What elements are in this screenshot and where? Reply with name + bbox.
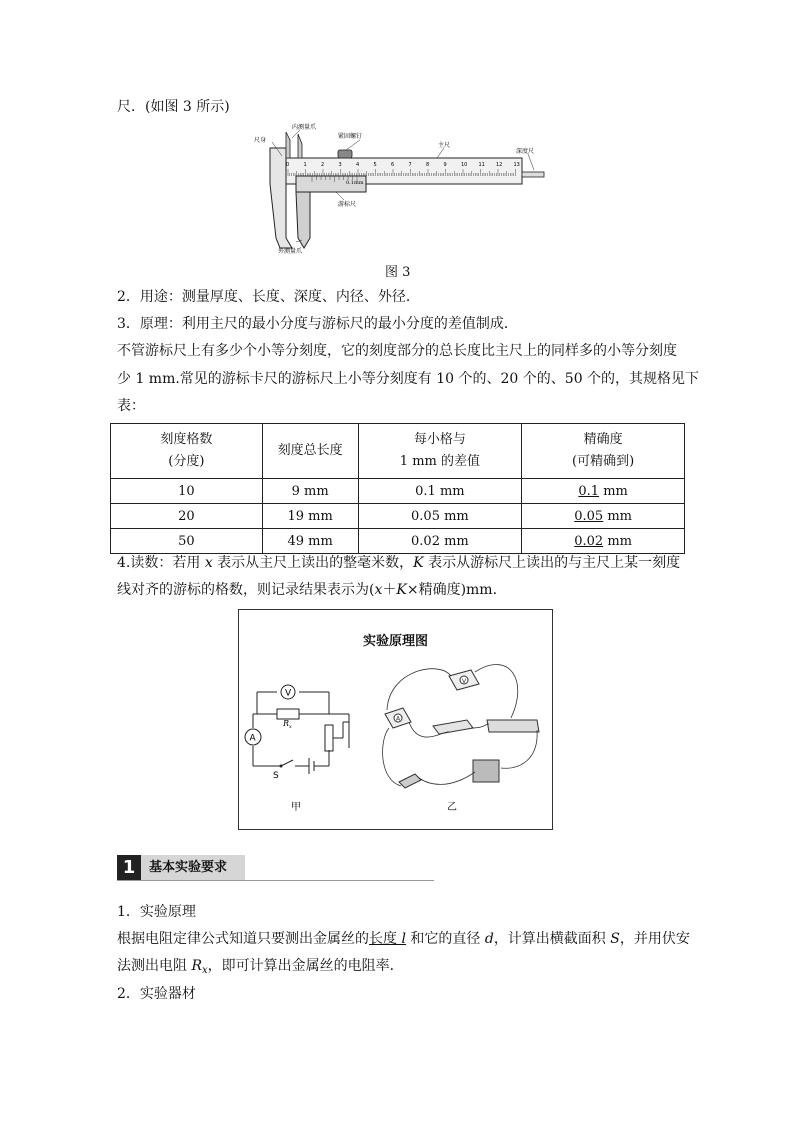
main-scale-number: 10: [461, 162, 468, 168]
voltmeter-label: V: [285, 688, 292, 699]
item-principle: 3．原理：利用主尺的最小分度与游标尺的最小分度的差值制成．: [117, 316, 518, 332]
right-caption: 乙: [447, 802, 457, 813]
circuit-diagram: [239, 610, 552, 829]
reading-line-1: 4.读数：若用 x 表示从主尺上读出的整毫米数，K 表示从游标尺上读出的与主尺上某一刻度: [117, 555, 681, 571]
label-outer-jaw: 外测量爪: [278, 248, 303, 255]
cell-diff: 0.1 mm: [358, 479, 522, 504]
header-precision: 精确度 (可精确到): [522, 424, 685, 479]
figure-3-caption: 图 3: [385, 265, 411, 280]
main-scale-number: 2: [321, 162, 325, 168]
subheading-principle: 1．实验原理: [117, 904, 196, 920]
cell-divisions: 20: [111, 504, 263, 529]
vernier-caliper-figure: [252, 120, 547, 255]
switch-label: S: [273, 771, 279, 781]
main-scale-number: 4: [356, 162, 360, 168]
paragraph-line-1: 不管游标尺上有多少个小等分刻度，它的刻度部分的总长度比主尺上的同样多的小等分刻度: [117, 343, 677, 359]
circuit-figure: [238, 609, 553, 830]
vernier-spec-table: [110, 423, 685, 554]
main-scale-number: 13: [513, 162, 520, 168]
label-precision: 0.1mm: [346, 180, 364, 186]
principle-line-1: 根据电阻定律公式知道只要测出金属丝的长度 l 和它的直径 d，计算出横截面积 S，并用伏安: [117, 931, 690, 947]
cell-diff: 0.02 mm: [358, 529, 522, 554]
main-scale-number: 5: [373, 162, 377, 168]
cell-total: 19 mm: [262, 504, 358, 529]
main-scale-number: 12: [496, 162, 503, 168]
circuit-title: 实验原理图: [362, 634, 428, 649]
underlined-length: 长度 l: [369, 931, 406, 947]
label-lock-screw: 紧固螺钉: [338, 133, 363, 140]
table-row: [111, 504, 685, 529]
label-vernier: 游标尺: [338, 201, 357, 208]
main-scale-number: 0: [286, 162, 290, 168]
cell-diff: 0.05 mm: [358, 504, 522, 529]
battery-pack: [473, 760, 499, 782]
paragraph-line-2: 少 1 mm.常见的游标卡尺的游标尺上小等分刻度有 10 个的、20 个的、50 个的，其规格见下: [117, 371, 700, 387]
section-divider: [117, 880, 434, 881]
label-inner-jaw: 内测量爪: [292, 124, 317, 131]
header-divisions: 刻度格数 (分度): [111, 424, 263, 479]
svg-text:V: V: [462, 678, 467, 685]
header-difference: 每小格与 1 mm 的差值: [358, 424, 522, 479]
cell-divisions: 50: [111, 529, 263, 554]
svg-text:A: A: [396, 715, 401, 723]
cell-precision: 0.05 mm: [522, 504, 685, 529]
main-scale-number: 11: [478, 162, 485, 168]
main-scale-number: 7: [408, 162, 412, 168]
resistor-label: $R_x$: [283, 719, 292, 730]
intro-line: 尺．(如图 3 所示): [117, 99, 230, 115]
cell-total: 49 mm: [262, 529, 358, 554]
cell-total: 9 mm: [262, 479, 358, 504]
main-scale-number: 9: [443, 162, 447, 168]
main-scale-number: 1: [303, 162, 307, 168]
reading-line-2: 线对齐的游标的格数，则记录结果表示为(x＋K×精确度)mm.: [117, 582, 498, 598]
main-scale-number: 8: [426, 162, 430, 168]
subheading-equipment: 2．实验器材: [117, 986, 196, 1002]
section-number: 1: [117, 855, 141, 880]
label-main-scale: 主尺: [438, 142, 451, 149]
cell-precision: 0.1 mm: [522, 479, 685, 504]
left-caption: 甲: [291, 802, 301, 813]
cell-divisions: 10: [111, 479, 263, 504]
rheostat-device: [487, 720, 539, 732]
header-total-length: 刻度总长度: [262, 424, 358, 479]
table-row: [111, 479, 685, 504]
table-row: [111, 529, 685, 554]
section-title: 基本实验要求: [141, 855, 245, 880]
table-header-row: [111, 424, 685, 479]
main-scale-number: 3: [338, 162, 342, 168]
cell-precision: 0.02 mm: [522, 529, 685, 554]
label-depth-rod: 深度尺: [516, 148, 535, 155]
main-scale-number: 6: [391, 162, 395, 168]
ammeter-label: A: [249, 733, 256, 744]
item-usage: 2．用途：测量厚度、长度、深度、内径、外径．: [117, 289, 420, 305]
resistance-wire-board: [433, 720, 473, 734]
paragraph-line-3: 表：: [117, 398, 145, 414]
principle-line-2: 法测出电阻 $R_x$，即可计算出金属丝的电阻率．: [117, 958, 404, 976]
switch-device: [399, 774, 421, 788]
label-ruler-body: 尺身: [254, 137, 267, 144]
